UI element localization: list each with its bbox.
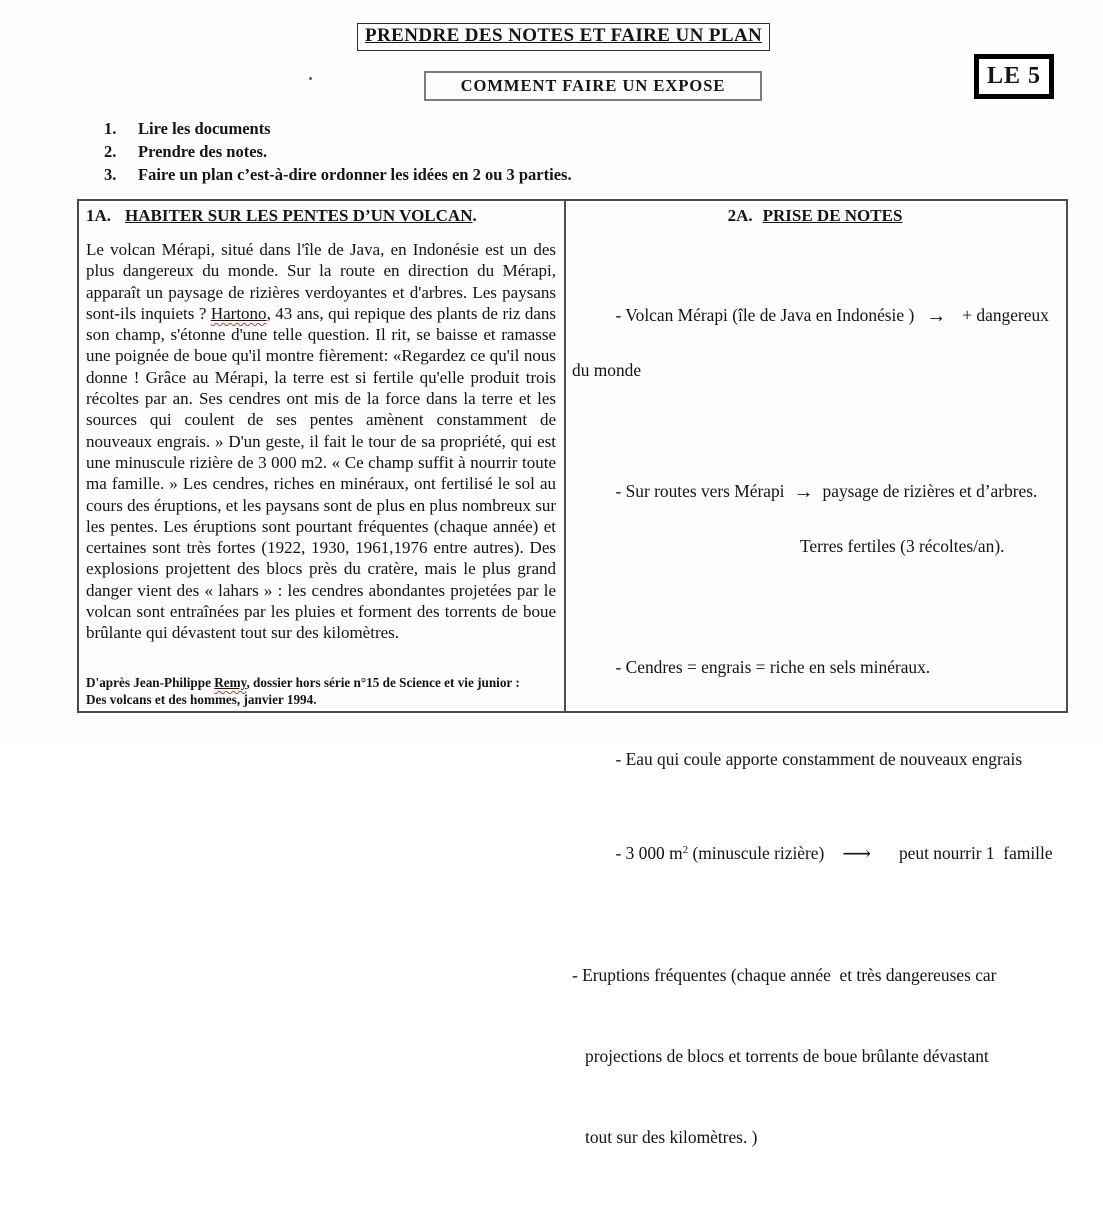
- superscript-2: 2: [682, 844, 689, 856]
- left-cell-header: [86, 206, 556, 226]
- note-continuation: du monde: [572, 360, 642, 380]
- step-text: Faire un plan c’est-à-dire ordonner les idées en 2 ou 3 parties.: [138, 165, 572, 184]
- citation-line1: [86, 675, 554, 692]
- note-text: - Sur routes vers Mérapi: [615, 481, 785, 501]
- note-volcan-merapi: [572, 275, 1058, 438]
- note-cendres: [572, 627, 1058, 708]
- citation-post: , dossier hors série n°15 de Science et vie junior :: [246, 675, 520, 690]
- step-number: 3.: [104, 165, 117, 184]
- page-title-text: PRENDRE DES NOTES ET FAIRE UN PLAN: [365, 25, 763, 46]
- content-table: [77, 199, 1068, 1147]
- note-result: + dangereux: [962, 305, 1049, 325]
- step-text: Prendre des notes.: [138, 142, 268, 161]
- page-title: [357, 23, 770, 51]
- notes-cell: [566, 201, 1066, 1147]
- right-cell-header: [572, 206, 1058, 226]
- paragraph-part1: Le volcan Mérapi, situé dans l'île de Java, en Indonésie est un des plus dangereux du monde. Sur la route en direction du Mérapi, apparaît un paysage de rizières verdoyantes et d'arbres. Les paysans sont-ils inquiets ?: [86, 240, 556, 323]
- misspelled-word-remy: Remy: [214, 675, 247, 690]
- notes-list: [572, 275, 1058, 1205]
- source-text-cell: [79, 201, 566, 711]
- note-eruptions: [572, 908, 1058, 1205]
- note-result: paysage de rizières et d’arbres.: [822, 481, 1038, 501]
- lesson-badge: [974, 54, 1054, 99]
- left-header-title: HABITER SUR LES PENTES D’UN VOLCAN: [125, 206, 473, 225]
- note-routes: [572, 451, 1058, 614]
- long-right-arrow-icon: ⟶: [842, 843, 871, 865]
- left-header-number: 1A.: [86, 206, 112, 225]
- note-eau: [572, 719, 1058, 800]
- note-text: - Cendres = engrais = riche en sels minéraux.: [615, 657, 931, 677]
- citation-pre: D'après Jean-Philippe: [86, 675, 215, 690]
- steps-list: [104, 117, 572, 186]
- lesson-badge-text: LE 5: [986, 63, 1041, 89]
- note-text: - 3 000 m: [615, 843, 683, 863]
- note-line: - Eruptions fréquentes (chaque année et très dangereuses car: [572, 965, 997, 985]
- paragraph-part2: , 43 ans, qui repique des plants de riz dans son champ, s'étonne d'une telle question. Il rit, se baisse et ramasse une poignée de boue qu'il montre fièrement: «Regardez ce qu'il nous donne ! Grâce au Mérapi, la terre est si fertile qu'elle produit trois récoltes par an. Ses cendres ont mis de la force dans la terre et les sources qui coulent de ses pentes amènent constamment de nouveaux engrais. » D'un geste, il fait le tour de sa propriété, qui est une minuscule rizière de 3 000 m2. « Ce champ suffit à nourrir toute ma famille. » Les cendres, riches en minéraux, ont fertilisé le sol au cours des éruptions, et les paysans sont de plus en plus nombreux sur les pentes. Les éruptions sont pourtant fréquentes (chaque année) et certaines sont très fortes (1922, 1930, 1961,1976 entre autres). Des explosions projettent des blocs près du cratère, mais le plus grand danger vient des « lahars » : les cendres abondantes projetées par le volcan sont entraînées par les pluies et forment des torrents de boue brûlante qui dévastent tout sur des kilomètres.: [86, 303, 556, 643]
- note-continuation: Terres fertiles (3 récoltes/an).: [800, 536, 1005, 556]
- note-text: (minuscule rizière): [688, 843, 825, 863]
- list-item: [104, 140, 572, 163]
- subtitle-box: [424, 71, 762, 101]
- note-text: - Eau qui coule apporte constamment de nouveaux engrais: [615, 749, 1023, 769]
- right-arrow-icon: →: [926, 305, 947, 327]
- note-superficie: [572, 810, 1058, 895]
- list-item: [104, 117, 572, 140]
- note-result: peut nourrir 1 famille: [898, 843, 1053, 863]
- subtitle-text: COMMENT FAIRE UN EXPOSE: [460, 76, 726, 95]
- note-line: tout sur des kilomètres. ): [585, 1127, 758, 1147]
- citation-line2: Des volcans et des hommes, janvier 1994.: [86, 691, 317, 707]
- note-line: projections de blocs et torrents de boue brûlante dévastant: [585, 1046, 989, 1066]
- step-number: 2.: [104, 142, 117, 161]
- source-citation: [86, 675, 554, 708]
- right-arrow-icon: →: [793, 481, 814, 503]
- step-number: 1.: [104, 119, 117, 138]
- misspelled-word-hartono: Hartono: [210, 303, 267, 323]
- note-text: - Volcan Mérapi (île de Java en Indonésie ): [615, 305, 915, 325]
- list-item: [104, 163, 572, 186]
- left-header-period: .: [472, 206, 477, 225]
- stray-dot: [309, 77, 312, 80]
- volcano-paragraph: [86, 239, 556, 644]
- right-header-number: 2A.: [727, 206, 753, 225]
- right-header-title: PRISE DE NOTES: [762, 206, 903, 225]
- step-text: Lire les documents: [138, 119, 271, 138]
